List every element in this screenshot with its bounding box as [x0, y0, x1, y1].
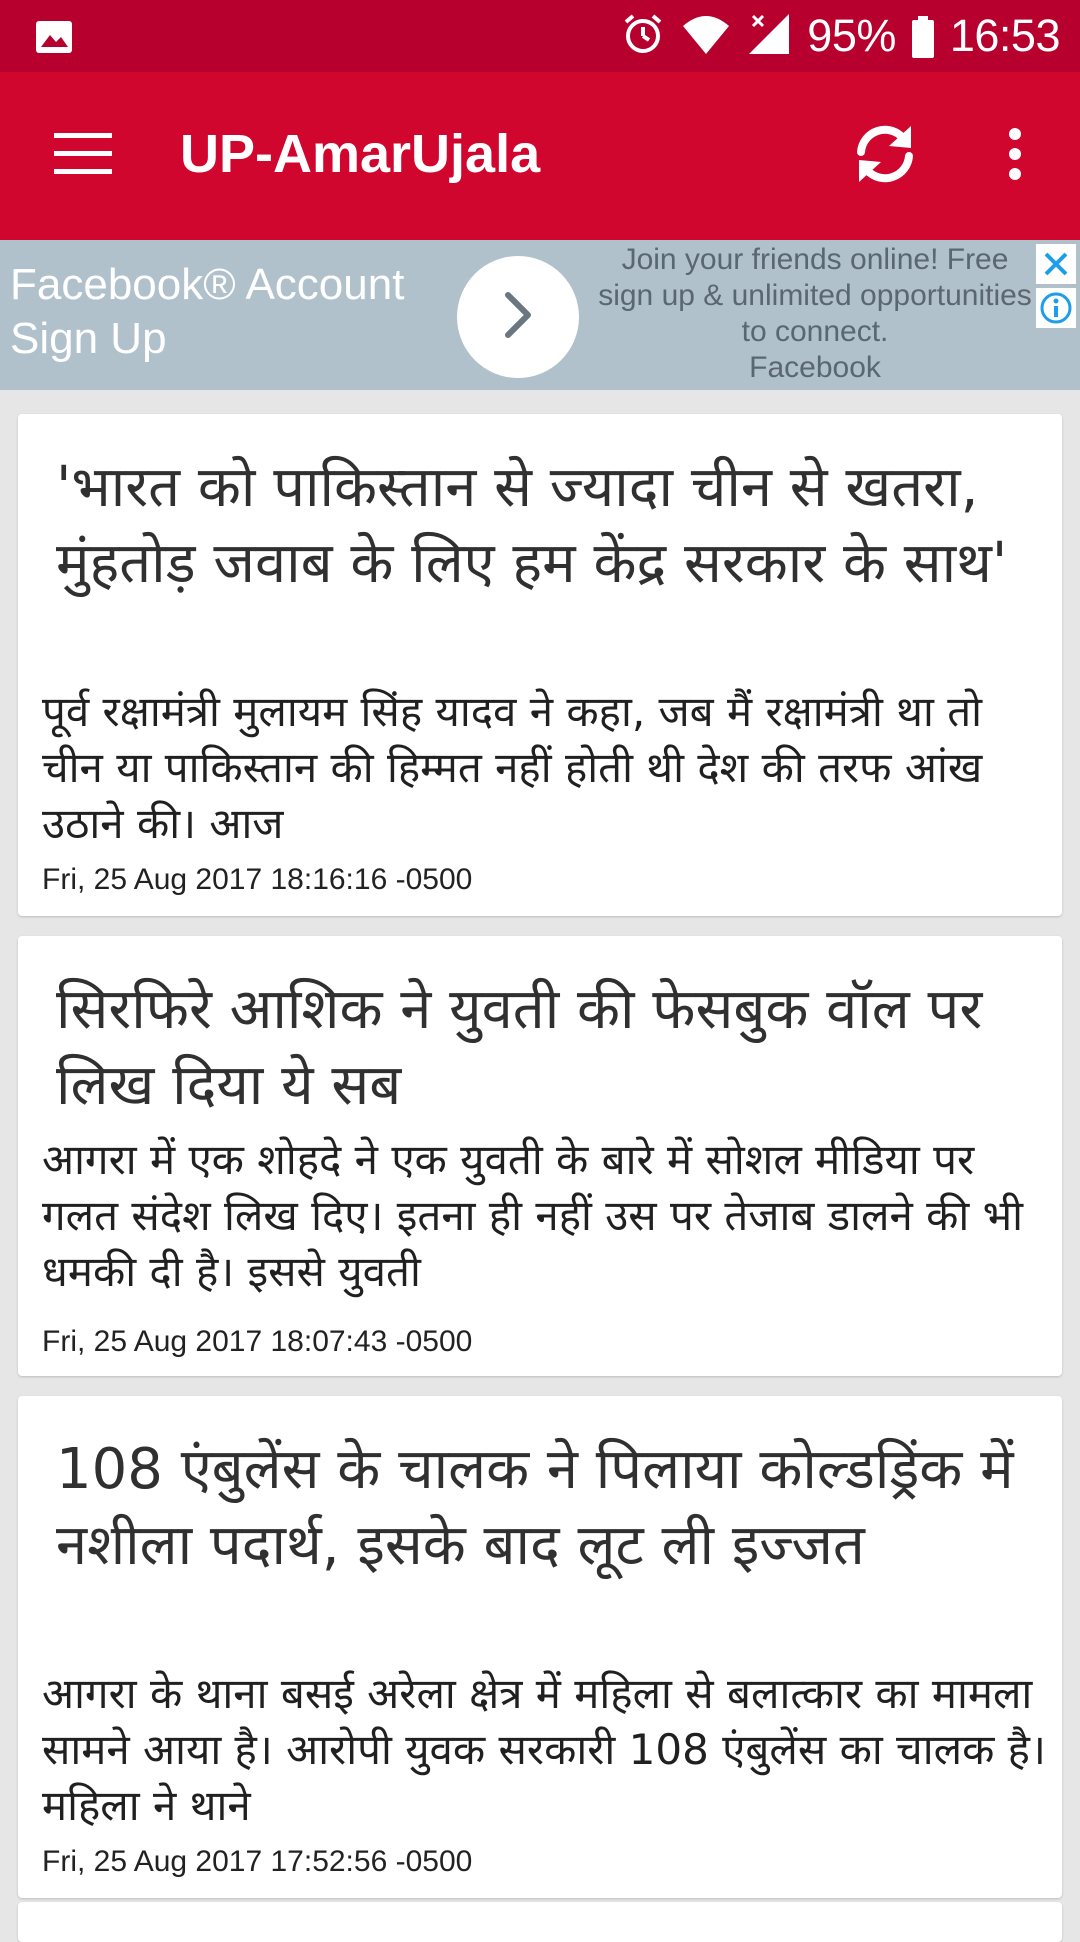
menu-button[interactable]: [40, 118, 126, 194]
signal-icon: [747, 12, 791, 60]
ad-description[interactable]: [590, 242, 1040, 386]
refresh-icon: [849, 118, 921, 194]
chevron-right-icon: [500, 289, 536, 345]
app-bar: [0, 72, 1080, 240]
overflow-menu-icon: [1007, 128, 1023, 184]
status-icons: [621, 0, 1060, 72]
news-title: 'भारत को पाकिस्तान से ज्यादा चीन से खतरा, मुंहतोड़ जवाब के लिए हम केंद्र सरकार के साथ': [56, 455, 1008, 596]
ad-headline[interactable]: Facebook® Account Sign Up: [10, 260, 405, 363]
news-card-partial[interactable]: [18, 1902, 1062, 1942]
ad-sponsor: Facebook: [749, 351, 881, 384]
wifi-icon: [681, 12, 731, 60]
close-icon[interactable]: [1036, 244, 1076, 284]
news-card[interactable]: [18, 414, 1062, 916]
overflow-menu-button[interactable]: [990, 116, 1040, 196]
news-card[interactable]: [18, 1396, 1062, 1898]
alarm-icon: [621, 12, 665, 60]
news-date: Fri, 25 Aug 2017 17:52:56 -0500: [42, 1845, 473, 1878]
menu-icon: [54, 133, 112, 179]
status-bar: [0, 0, 1080, 72]
news-title: 108 एंबुलेंस के चालक ने पिलाया कोल्डड्रिंक में नशीला पदार्थ, इसके बाद लूट ली इज्जत: [56, 1437, 1014, 1578]
news-title: सिरफिरे आशिक ने युवती की फेसबुक वॉल पर लिख दिया ये सब: [56, 977, 983, 1118]
clock: 16:53: [949, 10, 1060, 61]
ad-description-text: Join your friends online! Free sign up & unlimited opportunities to connect.: [598, 243, 1032, 348]
news-description: आगरा में एक शोहदे ने एक युवती के बारे में सोशल मीडिया पर गलत संदेश लिख दिए। इतना ही नहीं उस पर तेजाब डालने की भी धमकी दी है। इससे युवती: [42, 1135, 1024, 1296]
info-icon[interactable]: [1036, 288, 1076, 328]
news-description: पूर्व रक्षामंत्री मुलायम सि‍ंह यादव ने कहा, जब मैं रक्षामंत्री था तो चीन या पाकिस्तान की हिम्मत नहीं होती थी देश की तरफ आंख उठाने की। आज: [42, 687, 983, 848]
refresh-button[interactable]: [845, 116, 925, 196]
ad-banner[interactable]: [0, 240, 1080, 390]
app-title: UP-AmarUjala: [180, 124, 541, 184]
news-card[interactable]: [18, 936, 1062, 1376]
ad-go-button[interactable]: [457, 256, 579, 378]
image-icon: [34, 17, 74, 57]
news-date: Fri, 25 Aug 2017 18:07:43 -0500: [42, 1325, 473, 1358]
battery-percent: 95%: [807, 10, 896, 61]
battery-icon: [912, 16, 934, 56]
news-description: आगरा के थाना बसई अरेला क्षेत्र में महिला से बलात्कार का मामला सामने आया है। आरोपी युवक सरकारी 108 एंबुलेंस का चालक है। महिला ने थाने: [42, 1669, 1046, 1830]
news-date: Fri, 25 Aug 2017 18:16:16 -0500: [42, 863, 473, 896]
